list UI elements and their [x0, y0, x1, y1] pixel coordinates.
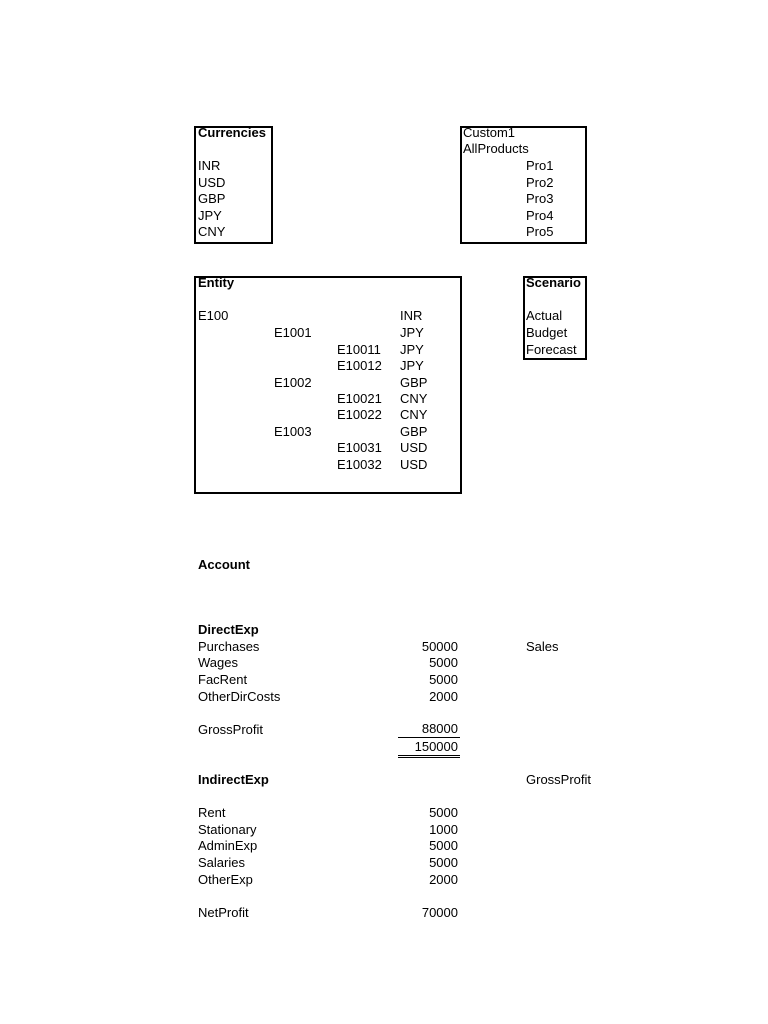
- entity-title: Entity: [198, 275, 235, 290]
- indirect-row-value: 5000: [429, 855, 458, 870]
- custom1-item: Pro3: [526, 191, 554, 206]
- indirect-row-value: 2000: [429, 872, 458, 887]
- direct-row-value: 2000: [429, 689, 458, 704]
- custom1-root: AllProducts: [463, 141, 529, 156]
- indirect-row-label: AdminExp: [198, 838, 258, 853]
- entity-currency: CNY: [400, 407, 428, 422]
- indirect-row-label: Salaries: [198, 855, 245, 870]
- account-title: Account: [198, 557, 250, 572]
- entity-code: E1001: [274, 325, 312, 340]
- entity-currency: JPY: [400, 358, 424, 373]
- custom1-item: Pro2: [526, 175, 554, 190]
- indirect-row-label: OtherExp: [198, 872, 253, 887]
- scenario-item: Forecast: [526, 342, 577, 357]
- entity-code: E10021: [337, 391, 382, 406]
- indirect-row-value: 5000: [429, 838, 458, 853]
- custom1-item: Pro4: [526, 208, 554, 223]
- direct-row-label: OtherDirCosts: [198, 689, 281, 704]
- entity-code: E1002: [274, 375, 312, 390]
- entity-code: E10032: [337, 457, 382, 472]
- currency-item: GBP: [198, 191, 226, 206]
- net-profit-label: NetProfit: [198, 905, 249, 920]
- currency-item: USD: [198, 175, 226, 190]
- entity-currency: GBP: [400, 375, 428, 390]
- direct-row-label: Purchases: [198, 639, 260, 654]
- entity-currency: USD: [400, 440, 428, 455]
- custom1-item: Pro1: [526, 158, 554, 173]
- net-profit-value: 70000: [421, 905, 458, 920]
- entity-currency: USD: [400, 457, 428, 472]
- scenario-title: Scenario: [526, 275, 581, 290]
- gross-profit-value: 88000: [398, 721, 460, 738]
- currencies-title: Currencies: [198, 125, 266, 140]
- direct-exp-title: DirectExp: [198, 622, 259, 637]
- entity-code: E1003: [274, 424, 312, 439]
- direct-row-label: FacRent: [198, 672, 248, 687]
- entity-currency: GBP: [400, 424, 428, 439]
- entity-currency: JPY: [400, 325, 424, 340]
- currency-item: INR: [198, 158, 221, 173]
- indirect-row-label: Stationary: [198, 822, 257, 837]
- direct-side-label: Sales: [526, 639, 559, 654]
- indirect-row-value: 5000: [429, 805, 458, 820]
- gross-profit-label: GrossProfit: [198, 722, 264, 737]
- direct-row-label: Wages: [198, 655, 238, 670]
- direct-row-value: 5000: [429, 655, 458, 670]
- entity-currency: INR: [400, 308, 423, 323]
- custom1-item: Pro5: [526, 224, 554, 239]
- entity-currency: JPY: [400, 342, 424, 357]
- currency-item: CNY: [198, 224, 226, 239]
- indirect-exp-title: IndirectExp: [198, 772, 269, 787]
- direct-total-value: 150000: [398, 739, 460, 758]
- entity-code: E10031: [337, 440, 382, 455]
- entity-code: E10022: [337, 407, 382, 422]
- entity-code: E10012: [337, 358, 382, 373]
- entity-code: E100: [198, 308, 229, 323]
- entity-currency: CNY: [400, 391, 428, 406]
- indirect-row-value: 1000: [429, 822, 458, 837]
- scenario-item: Actual: [526, 308, 563, 323]
- currency-item: JPY: [198, 208, 222, 223]
- indirect-row-label: Rent: [198, 805, 226, 820]
- direct-row-value: 50000: [421, 639, 458, 654]
- entity-code: E10011: [337, 342, 381, 357]
- direct-row-value: 5000: [429, 672, 458, 687]
- scenario-item: Budget: [526, 325, 568, 340]
- indirect-side-label: GrossProfit: [526, 772, 592, 787]
- custom1-title: Custom1: [463, 125, 516, 140]
